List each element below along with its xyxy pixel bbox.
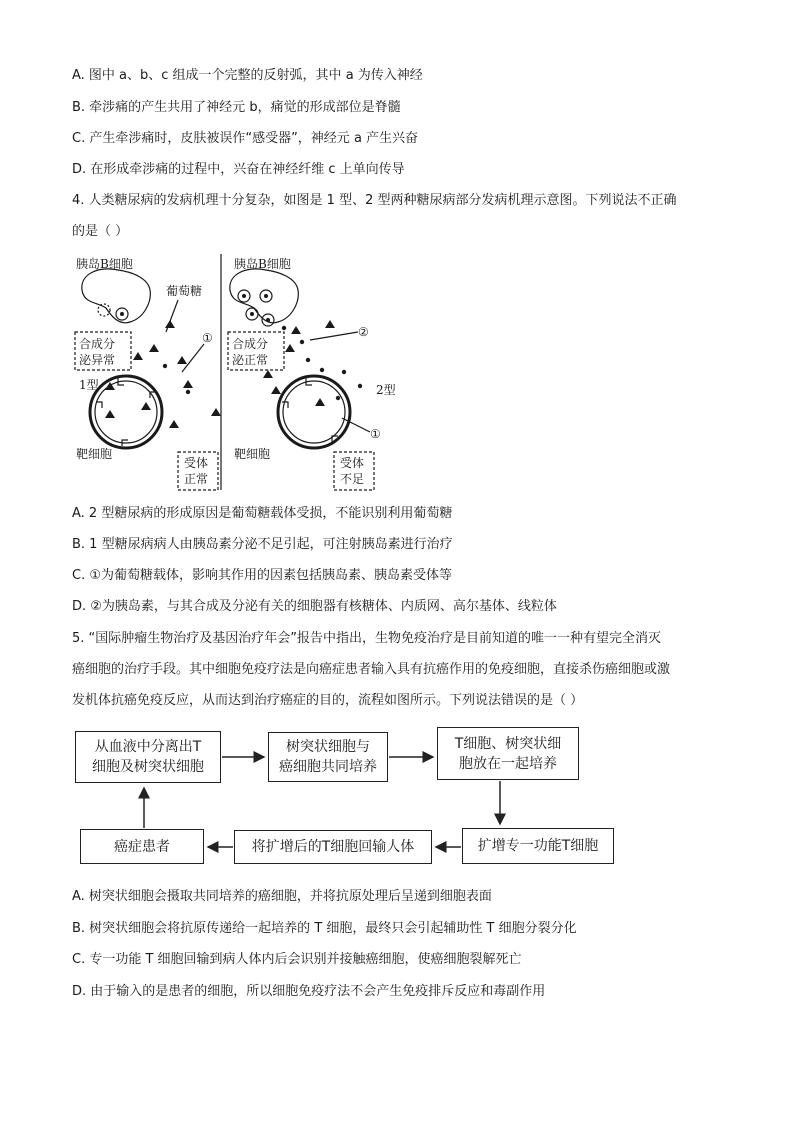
right-target-label: 靶细胞 [234,447,271,461]
type1-label: 1型 [79,378,99,392]
right-synth-label-1: 合成分 [232,337,269,351]
q5-stem-line3: 发机体抗癌免疫反应，从而达到治疗癌症的目的，流程如图所示。下列说法错误的是（ ） [72,693,584,708]
q3-option-c: C. 产生牵涉痛时，皮肤被误作“感受器”，神经元 a 产生兴奋 [72,131,419,146]
q5-option-b: B. 树突状细胞会将抗原传递给一起培养的 T 细胞，最终只会引起辅助性 T 细胞分裂分化 [72,921,577,936]
q3-option-d: D. 在形成牵涉痛的过程中，兴奋在神经纤维 c 上单向传导 [72,162,405,177]
flow-box-4-label: 扩增专一功能T细胞 [477,838,599,854]
q5-stem-line1: 5. “国际肿瘤生物治疗及基因治疗年会”报告中指出，生物免疫治疗是目前知道的唯一一种有望完全消灭 [72,631,662,646]
flow-box-3-line1: T细胞、树突状细 [454,735,562,752]
q4-option-c: C. ①为葡萄糖载体，影响其作用的因素包括胰岛素、胰岛素受体等 [72,568,452,583]
marker-2: ② [358,325,369,339]
flow-box-1-line1: 从血液中分离出T [94,739,202,755]
flow-box-3-line2: 胞放在一起培养 [459,755,557,772]
right-synth-label-2: 泌正常 [232,353,269,367]
left-target-label: 靶细胞 [76,447,113,461]
q4-option-d: D. ②为胰岛素，与其合成及分泌有关的细胞器有核糖体、内质网、高尔基体、线粒体 [72,599,557,614]
q3-option-b: B. 牵涉痛的产生共用了神经元 b，痛觉的形成部位是脊髓 [72,100,401,115]
q4-stem-line1: 4. 人类糖尿病的发病机理十分复杂，如图是 1 型、2 型两种糖尿病部分发病机理示意图。下列说法不正确 [72,193,677,208]
right-receptor-label-2: 不足 [340,472,365,486]
right-receptor-label-1: 受体 [340,456,365,470]
q4-option-a: A. 2 型糖尿病的形成原因是葡萄糖载体受损，不能识别利用葡萄糖 [72,506,453,521]
flow-box-1-line2: 细胞及树突状细胞 [92,759,204,775]
q4-option-b: B. 1 型糖尿病病人由胰岛素分泌不足引起，可注射胰岛素进行治疗 [72,537,453,552]
flow-box-5-label: 将扩增后的T细胞回输人体 [251,839,415,855]
q5-option-c: C. 专一功能 T 细胞回输到病人体内后会识别并接触癌细胞，使癌细胞裂解死亡 [72,952,522,967]
left-receptor-label-1: 受体 [184,456,209,470]
right-beta-cell-label: 胰岛B细胞 [234,257,291,271]
left-receptor-label-2: 正常 [184,472,209,486]
q5-option-d: D. 由于输入的是患者的细胞，所以细胞免疫疗法不会产生免疫排斥反应和毒副作用 [72,984,546,999]
glucose-label: 葡萄糖 [166,284,203,298]
flow-box-2-line2: 癌细胞共同培养 [279,759,377,775]
marker-1-left: ① [202,331,213,345]
left-synth-label-2: 泌异常 [79,353,116,367]
left-synth-label-1: 合成分 [79,337,116,351]
flow-box-6-label: 癌症患者 [114,838,170,855]
marker-1-right: ① [370,427,381,441]
flow-box-2-line1: 树突状细胞与 [286,739,370,755]
type2-label: 2型 [376,383,396,397]
q4-stem-line2: 的是（ ） [72,224,129,239]
q3-option-a: A. 图中 a、b、c 组成一个完整的反射弧，其中 a 为传入神经 [72,68,423,83]
q5-stem-line2: 癌细胞的治疗手段。其中细胞免疫疗法是向癌症患者输入具有抗癌作用的免疫细胞，直接杀伤癌细胞或激 [72,662,671,677]
left-beta-cell-label: 胰岛B细胞 [76,257,133,271]
q5-option-a: A. 树突状细胞会摄取共同培养的癌细胞，并将抗原处理后呈递到细胞表面 [72,889,492,904]
